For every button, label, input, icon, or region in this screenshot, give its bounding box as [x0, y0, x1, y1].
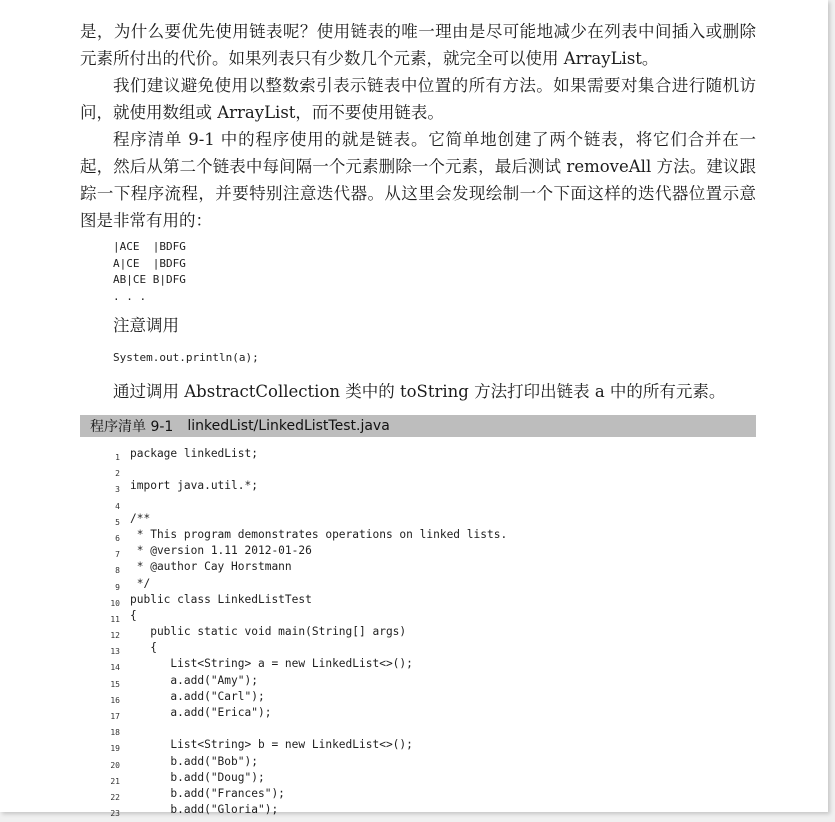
code-line: [100, 592, 507, 608]
code-line: [100, 462, 507, 478]
code-text: import java.util.*;: [130, 479, 258, 493]
code-line: [100, 770, 507, 786]
code-text: */: [130, 576, 151, 590]
code-text: * This program demonstrates operations on linked lists.: [130, 527, 508, 541]
line-number: 14: [110, 663, 120, 673]
code-line: [100, 624, 507, 640]
note-result-text: 通过调用 AbstractCollection 类中的 toString 方法打印出链表 a 中的所有元素。: [113, 382, 726, 401]
code-text: public static void main(String[] args): [130, 625, 407, 639]
paragraph-program-description: 程序清单 9-1 中的程序使用的就是链表。它简单地创建了两个链表，将它们合并在一起，然后从第二个链表中每间隔一个元素删除一个元素，最后测试 removeAll 方法。建议跟踪一下程序流程，并要特别注意迭代器。从这里会发现绘制一个下面这样的迭代器位置示意图是非常有用的：: [80, 130, 756, 230]
line-number: 16: [110, 695, 120, 705]
code-line: [100, 495, 507, 511]
line-number: 4: [115, 501, 120, 511]
iterator-position-diagram: |ACE |BDFG A|CE |BDFG AB|CE B|DFG . . .: [113, 240, 186, 303]
code-line: [100, 559, 507, 575]
listing-file-path: linkedList/LinkedListTest.java: [187, 418, 390, 434]
code-line: [100, 576, 507, 592]
line-number: 8: [115, 566, 120, 576]
line-number: 13: [110, 647, 120, 657]
note-label: 注意调用: [113, 316, 179, 335]
code-line: [100, 673, 507, 689]
code-text: a.add("Carl");: [130, 689, 265, 703]
code-line: [100, 754, 507, 770]
code-text: b.add("Doug");: [130, 770, 265, 784]
code-text: {: [130, 608, 137, 622]
code-line: [100, 689, 507, 705]
code-line: [100, 802, 507, 818]
code-text: * @version 1.11 2012-01-26: [130, 544, 312, 558]
code-line: [100, 656, 507, 672]
line-number: 1: [115, 453, 120, 462]
code-text: a.add("Amy");: [130, 673, 258, 687]
code-line: [100, 608, 507, 624]
code-line: [100, 721, 507, 737]
code-text: List<String> b = new LinkedList<>();: [130, 738, 413, 752]
line-number: 7: [115, 550, 120, 560]
code-text: a.add("Erica");: [130, 706, 272, 719]
code-line: [100, 527, 507, 543]
code-line: [100, 446, 507, 462]
code-text: /**: [130, 511, 151, 525]
line-number: 3: [115, 485, 120, 495]
code-text: package linkedList;: [130, 447, 258, 460]
listing-header-bar: [80, 415, 756, 437]
line-number: 20: [110, 760, 120, 770]
code-text: * @author Cay Horstmann: [130, 560, 292, 574]
line-number: 9: [115, 582, 120, 592]
paragraph-avoid-index-methods: 我们建议避免使用以整数索引表示链表中位置的所有方法。如果需要对集合进行随机访问，就使用数组或 ArrayList，而不要使用链表。: [80, 76, 756, 122]
code-line: [100, 786, 507, 802]
line-number: 21: [110, 776, 120, 786]
code-text: b.add("Frances");: [130, 786, 285, 800]
line-number: 11: [110, 614, 120, 624]
line-number: 19: [110, 744, 120, 754]
paragraph-linked-list-rationale: 是，为什么要优先使用链表呢？使用链表的唯一理由是尽可能地减少在列表中间插入或删除元素所付出的代价。如果列表只有少数几个元素，就完全可以使用 ArrayList。: [80, 22, 756, 68]
code-line: [100, 640, 507, 656]
line-number: 10: [110, 598, 120, 608]
code-line: [100, 543, 507, 559]
line-number: 2: [115, 469, 120, 479]
code-text: {: [130, 641, 157, 655]
line-number: 5: [115, 517, 120, 527]
line-number: 12: [110, 631, 120, 641]
code-line: [100, 737, 507, 753]
code-text: b.add("Gloria");: [130, 803, 279, 817]
code-text: public class LinkedListTest: [130, 592, 312, 606]
line-number: 6: [115, 533, 120, 543]
code-listing: [100, 446, 507, 818]
line-number: 18: [110, 728, 120, 738]
line-number: 15: [110, 679, 120, 689]
code-text: List<String> a = new LinkedList<>();: [130, 657, 413, 671]
line-number: 17: [110, 712, 120, 721]
listing-label: 程序清单 9-1: [90, 419, 174, 435]
code-line: [100, 705, 507, 721]
code-line: [100, 478, 507, 494]
line-number: 22: [110, 792, 120, 802]
line-number: 23: [110, 809, 120, 819]
code-line: [100, 511, 507, 527]
note-code-snippet: System.out.println(a);: [113, 351, 259, 364]
code-text: b.add("Bob");: [130, 754, 258, 768]
